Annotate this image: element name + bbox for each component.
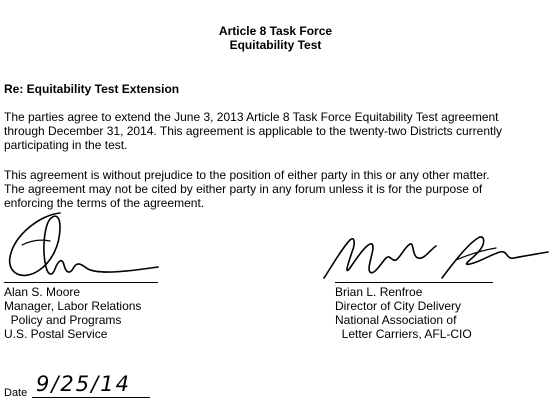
right-signatory-org-cont: Letter Carriers, AFL-CIO [335, 327, 472, 341]
left-signature-icon [0, 205, 170, 287]
paragraph-1-line-1: The parties agree to extend the June 3, 2013 Article 8 Task Force Equitability Test agreement [4, 110, 499, 124]
right-signature-line [335, 282, 493, 283]
left-signature-line [4, 282, 158, 283]
right-signatory-org: National Association of [335, 313, 457, 327]
left-signatory-name: Alan S. Moore [4, 285, 81, 299]
date-label: Date [4, 387, 28, 399]
left-signatory-title: Manager, Labor Relations [4, 299, 142, 313]
date-value: 9/25/14 [36, 372, 131, 396]
paragraph-2-line-3: enforcing the terms of the agreement. [4, 196, 205, 210]
document-title: Article 8 Task Force [218, 24, 333, 38]
left-signatory-org: U.S. Postal Service [4, 327, 108, 341]
right-signature-icon [320, 232, 551, 286]
document-subtitle: Equitability Test [229, 38, 322, 52]
subject-line: Re: Equitability Test Extension [4, 82, 180, 96]
paragraph-1-line-2: through December 31, 2014. This agreement is applicable to the twenty-two Districts currently [4, 124, 503, 138]
paragraph-2-line-1: This agreement is without prejudice to the position of either party in this or any other matter. [4, 168, 490, 182]
date-line [32, 397, 150, 398]
left-signatory-subtitle: Policy and Programs [4, 313, 122, 327]
right-signatory-name: Brian L. Renfroe [335, 285, 423, 299]
paragraph-2-line-2: The agreement may not be cited by either party in any forum unless it is for the purpose of [4, 182, 483, 196]
paragraph-1-line-3: participating in the test. [4, 138, 128, 152]
right-signatory-title: Director of City Delivery [335, 299, 462, 313]
